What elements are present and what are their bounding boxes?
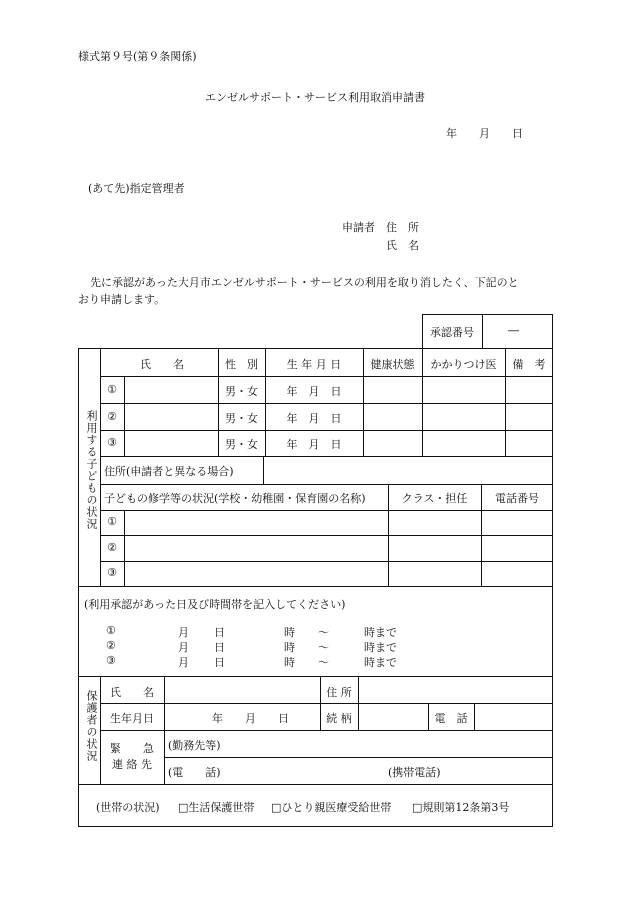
usage-row-1-tilde: 〜: [318, 626, 329, 639]
usage-row-1-hour[interactable]: 時: [284, 626, 295, 639]
usage-row-1-until[interactable]: 時まで: [364, 626, 397, 639]
usage-row-3-day[interactable]: 日: [214, 656, 225, 669]
usage-row-1-month[interactable]: 月: [178, 626, 189, 639]
applicant-address-label: 住 所: [386, 221, 419, 234]
household-option-rule12[interactable]: □規則第12条第3号: [412, 801, 510, 814]
household-option-welfare[interactable]: □生活保護世帯: [178, 801, 255, 814]
child-row-2-birth[interactable]: 年 月 日: [286, 412, 342, 425]
header-doctor: かかりつけ医: [430, 358, 497, 371]
child-row-1-num: ①: [107, 383, 117, 396]
guardian-address-label: 住 所: [326, 686, 352, 699]
usage-row-3-month[interactable]: 月: [178, 656, 189, 669]
form-number: 様式第９号(第９条関係): [78, 50, 197, 63]
usage-row-2-month[interactable]: 月: [178, 641, 189, 654]
guardian-side-label: 保護者の状況: [85, 690, 98, 762]
child-row-3-num: ③: [107, 436, 117, 449]
usage-row-2-day[interactable]: 日: [214, 641, 225, 654]
child-row-1-birth[interactable]: 年 月 日: [286, 385, 342, 398]
usage-row-1-day[interactable]: 日: [214, 626, 225, 639]
usage-row-2-tilde: 〜: [318, 641, 329, 654]
form-title: エンゼルサポート・サービス利用取消申請書: [205, 91, 425, 104]
household-option-single-parent[interactable]: □ひとり親医療受給世帯: [271, 801, 392, 814]
guardian-name-label: 氏 名: [110, 686, 154, 699]
child-row-3-birth[interactable]: 年 月 日: [286, 438, 342, 451]
applicant-name-label: 氏 名: [386, 239, 419, 252]
guardian-birth-value[interactable]: 年 月 日: [212, 712, 289, 725]
body-line-2: おり申請します。: [78, 293, 166, 306]
usage-row-2-hour[interactable]: 時: [284, 641, 295, 654]
mobile-label: (携帯電話): [388, 766, 441, 779]
usage-row-3-num: ③: [106, 654, 116, 667]
child-row-2-sex[interactable]: 男・女: [225, 412, 258, 425]
emergency-label-1: 緊 急: [110, 742, 154, 755]
household-label: (世帯の状況): [96, 801, 160, 814]
usage-row-3-tilde: 〜: [318, 656, 329, 669]
school-row-1-num: ①: [107, 515, 117, 528]
usage-label: (利用承認があった日及び時間帯を記入してください): [84, 598, 346, 611]
child-address-label: 住所(申請者と異なる場合): [104, 465, 234, 478]
header-remarks: 備 考: [512, 358, 546, 371]
header-sex: 性 別: [225, 358, 258, 371]
guardian-birth-label: 生年月日: [110, 712, 154, 725]
addressee: (あて先)指定管理者: [88, 182, 185, 195]
usage-row-2-num: ②: [106, 639, 116, 652]
tel-label: (電 話): [168, 766, 221, 779]
header-birth: 生 年 月 日: [286, 358, 342, 371]
header-health: 健康状態: [370, 358, 415, 371]
child-row-2-num: ②: [107, 410, 117, 423]
class-header: クラス・担任: [401, 492, 468, 505]
phone-header: 電話番号: [495, 492, 539, 505]
header-name: 氏 名: [140, 358, 184, 371]
children-side-label: 利用する子どもの状況: [85, 410, 98, 530]
child-row-3-sex[interactable]: 男・女: [225, 438, 258, 451]
guardian-phone-label: 電 話: [434, 712, 468, 725]
body-line-1: 先に承認があった大月市エンゼルサポート・サービスの利用を取り消したく、下記のと: [90, 276, 519, 289]
school-row-2-num: ②: [107, 541, 117, 554]
application-date[interactable]: 年 月 日: [446, 127, 523, 140]
guardian-relation-label: 続 柄: [326, 712, 352, 725]
usage-row-1-num: ①: [106, 624, 116, 637]
applicant-label: 申請者: [342, 221, 375, 234]
emergency-label-2: 連 絡 先: [112, 758, 152, 771]
usage-row-3-until[interactable]: 時まで: [364, 656, 397, 669]
work-label: (勤務先等): [168, 739, 221, 752]
school-header: 子どもの修学等の状況(学校・幼稚園・保育園の名称): [104, 492, 366, 505]
approval-number-label: 承認番号: [430, 326, 474, 339]
school-row-3-num: ③: [107, 566, 117, 579]
approval-number-value[interactable]: ―: [508, 324, 519, 337]
child-row-1-sex[interactable]: 男・女: [225, 385, 258, 398]
usage-row-2-until[interactable]: 時まで: [364, 641, 397, 654]
usage-row-3-hour[interactable]: 時: [284, 656, 295, 669]
